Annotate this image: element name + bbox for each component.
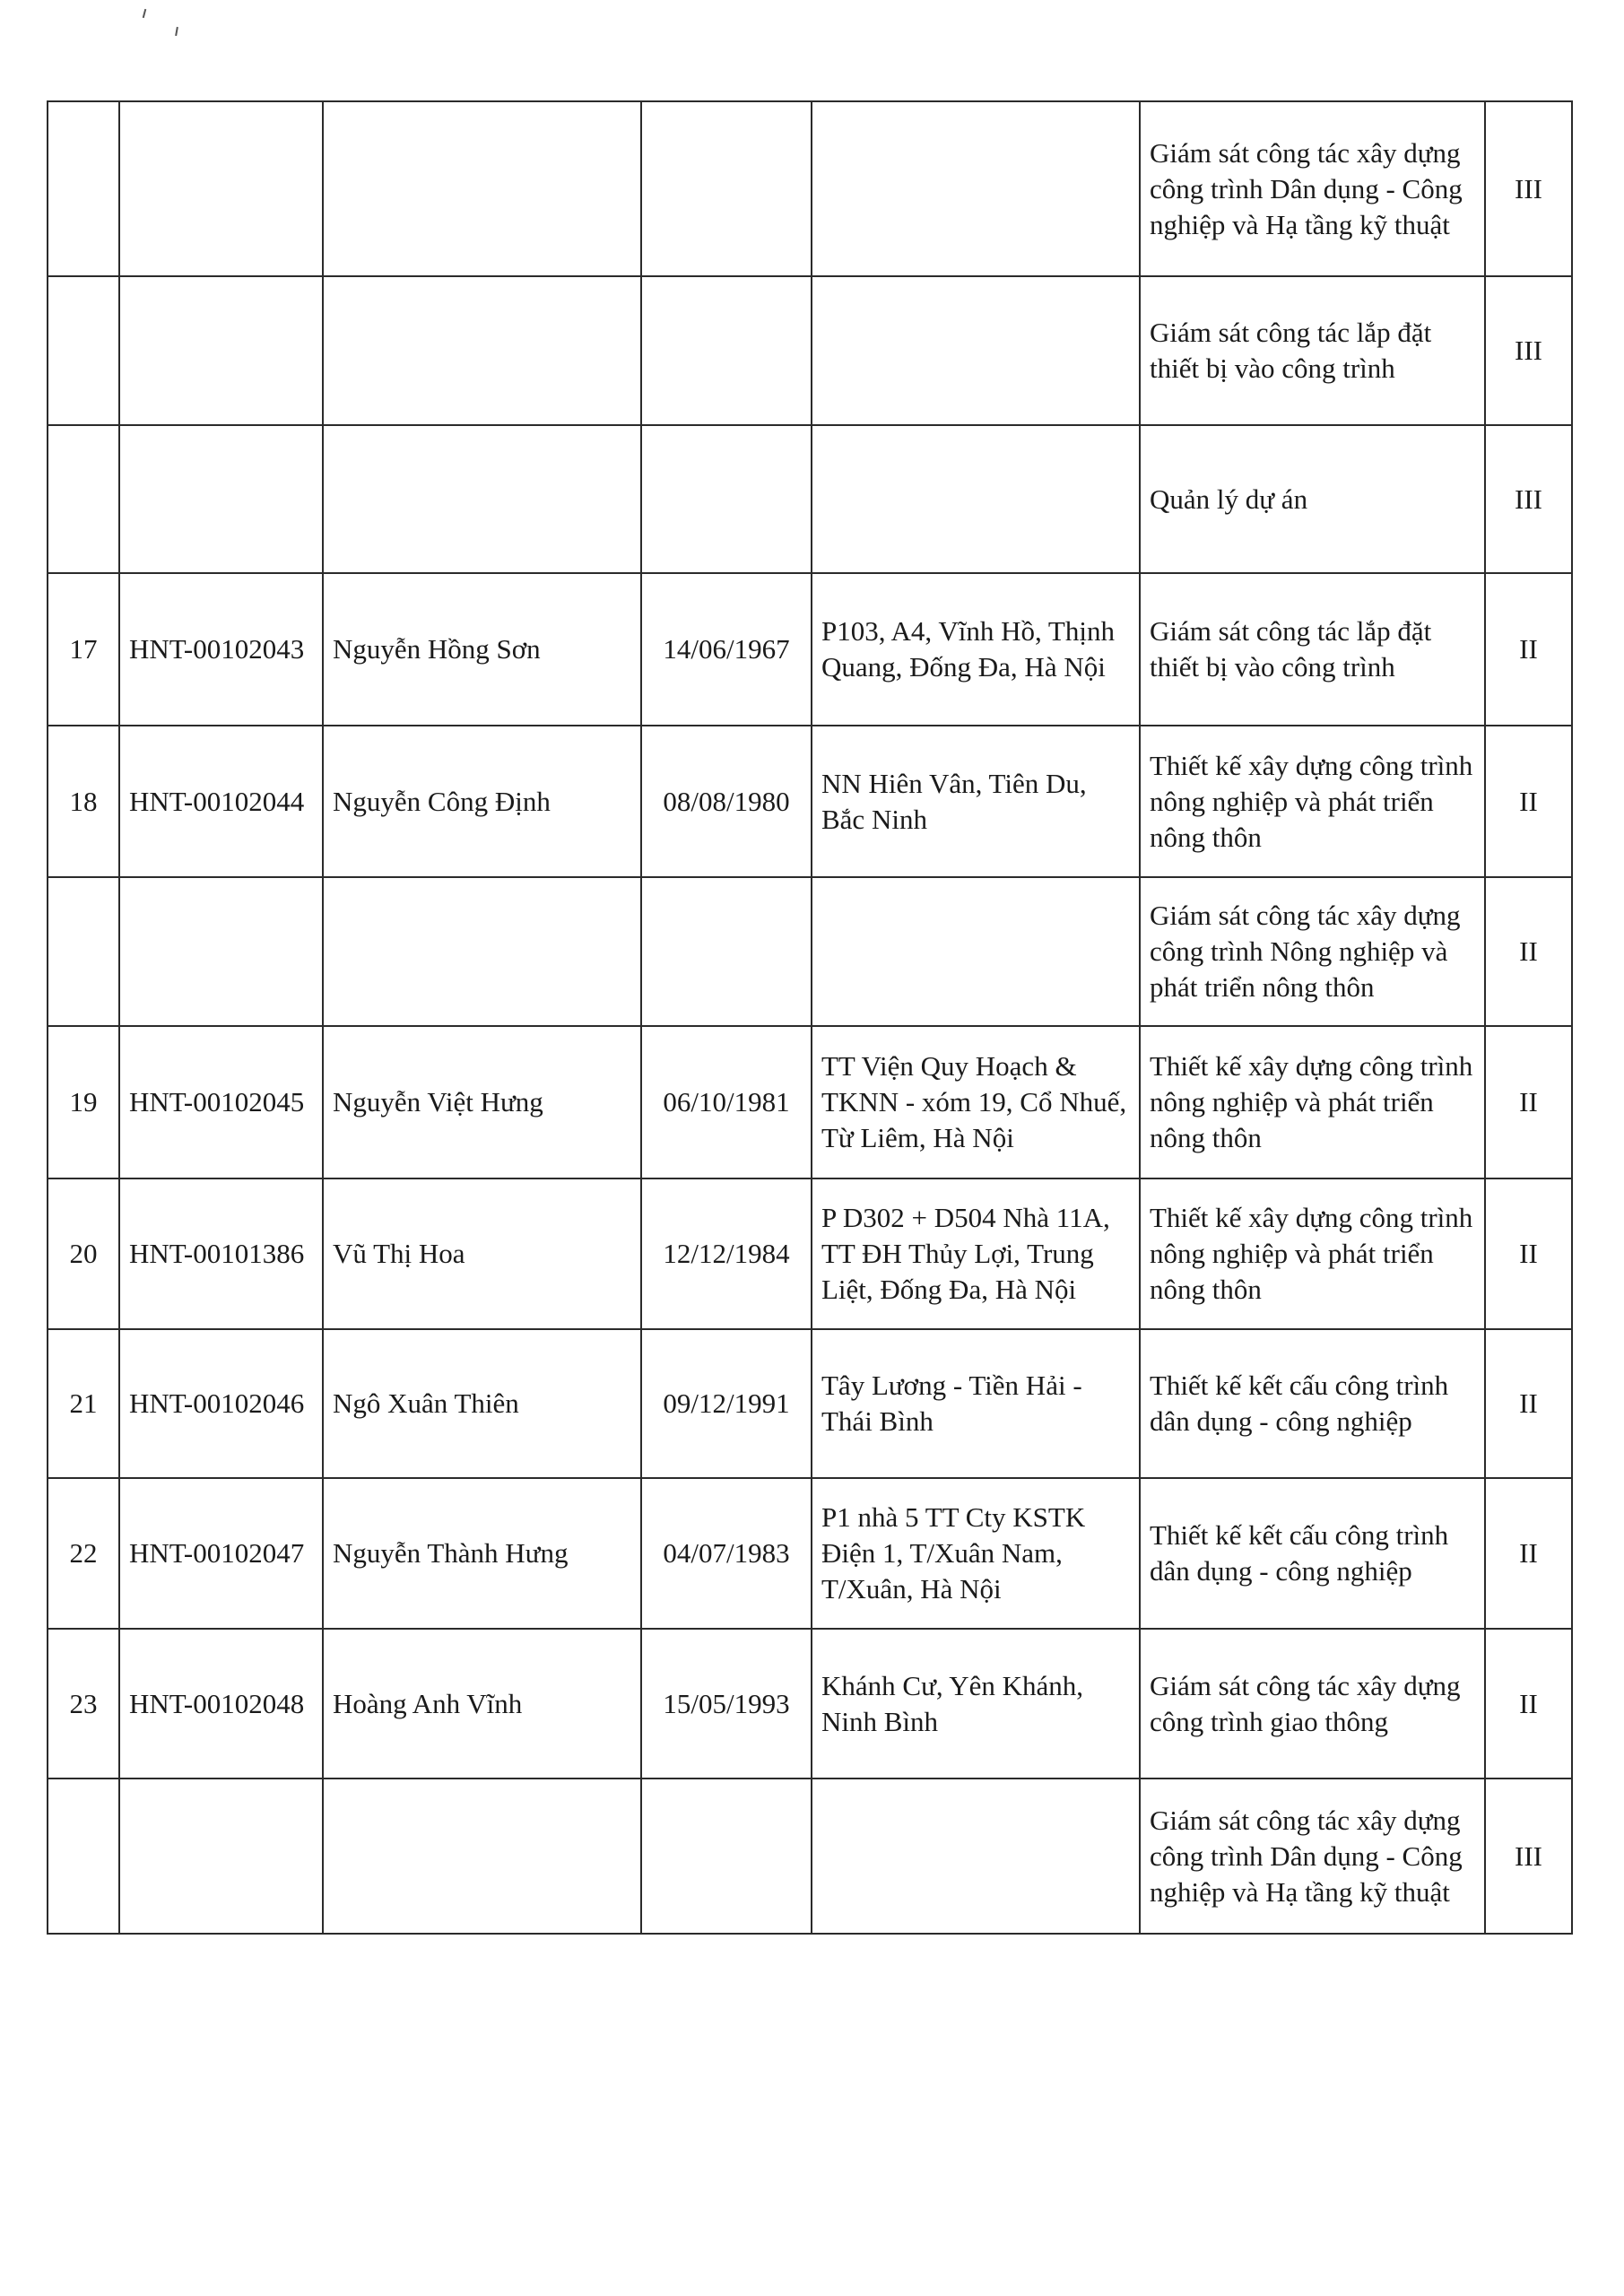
grade-cell: III [1485, 425, 1572, 573]
row-number-cell: 18 [48, 726, 119, 877]
table-row [48, 1026, 1572, 1178]
date-of-birth-cell: 15/05/1993 [641, 1629, 812, 1779]
row-number-cell: 17 [48, 573, 119, 726]
date-of-birth-cell: 14/06/1967 [641, 573, 812, 726]
table-row [48, 1779, 1572, 1934]
grade-cell: II [1485, 1478, 1572, 1629]
person-name-cell: Nguyễn Việt Hưng [323, 1026, 641, 1178]
person-name-cell [323, 425, 641, 573]
practice-field-cell: Quản lý dự án [1140, 425, 1485, 573]
person-name-cell [323, 276, 641, 425]
grade-cell: II [1485, 877, 1572, 1026]
person-name-cell: Ngô Xuân Thiên [323, 1329, 641, 1478]
row-number-cell [48, 276, 119, 425]
grade-cell: II [1485, 573, 1572, 726]
practice-field-cell: Giám sát công tác lắp đặt thiết bị vào công trình [1140, 573, 1485, 726]
table-row [48, 573, 1572, 726]
row-number-cell: 19 [48, 1026, 119, 1178]
address-cell: P103, A4, Vĩnh Hồ, Thịnh Quang, Đống Đa, Hà Nội [812, 573, 1140, 726]
person-name-cell: Nguyễn Thành Hưng [323, 1478, 641, 1629]
row-number-cell: 23 [48, 1629, 119, 1779]
grade-cell: II [1485, 1178, 1572, 1329]
person-name-cell: Nguyễn Hồng Sơn [323, 573, 641, 726]
certificate-code-cell [119, 425, 323, 573]
scan-mark [143, 9, 147, 18]
date-of-birth-cell [641, 877, 812, 1026]
certificate-code-cell [119, 101, 323, 276]
address-cell: Khánh Cư, Yên Khánh, Ninh Bình [812, 1629, 1140, 1779]
grade-cell: II [1485, 726, 1572, 877]
certificate-code-cell [119, 1779, 323, 1934]
practice-field-cell: Thiết kế kết cấu công trình dân dụng - công nghiệp [1140, 1478, 1485, 1629]
registry-table [47, 100, 1573, 1935]
certificate-code-cell: HNT-00102047 [119, 1478, 323, 1629]
row-number-cell [48, 101, 119, 276]
certificate-code-cell: HNT-00102048 [119, 1629, 323, 1779]
row-number-cell [48, 425, 119, 573]
person-name-cell: Vũ Thị Hoa [323, 1178, 641, 1329]
date-of-birth-cell: 09/12/1991 [641, 1329, 812, 1478]
practice-field-cell: Thiết kế xây dựng công trình nông nghiệp và phát triển nông thôn [1140, 1026, 1485, 1178]
person-name-cell [323, 101, 641, 276]
date-of-birth-cell: 12/12/1984 [641, 1178, 812, 1329]
table-row [48, 425, 1572, 573]
person-name-cell [323, 877, 641, 1026]
address-cell: TT Viện Quy Hoạch & TKNN - xóm 19, Cổ Nhuế, Từ Liêm, Hà Nội [812, 1026, 1140, 1178]
table-row [48, 276, 1572, 425]
certificate-code-cell: HNT-00102046 [119, 1329, 323, 1478]
table-row [48, 877, 1572, 1026]
certificate-code-cell [119, 276, 323, 425]
certificate-code-cell [119, 877, 323, 1026]
table-row [48, 1478, 1572, 1629]
table-row [48, 1629, 1572, 1779]
grade-cell: II [1485, 1329, 1572, 1478]
person-name-cell: Nguyễn Công Định [323, 726, 641, 877]
certificate-code-cell: HNT-00101386 [119, 1178, 323, 1329]
row-number-cell: 21 [48, 1329, 119, 1478]
date-of-birth-cell [641, 425, 812, 573]
practice-field-cell: Giám sát công tác xây dựng công trình Dân dụng - Công nghiệp và Hạ tầng kỹ thuật [1140, 101, 1485, 276]
person-name-cell: Hoàng Anh Vĩnh [323, 1629, 641, 1779]
row-number-cell: 22 [48, 1478, 119, 1629]
address-cell: P1 nhà 5 TT Cty KSTK Điện 1, T/Xuân Nam, T/Xuân, Hà Nội [812, 1478, 1140, 1629]
certificate-code-cell: HNT-00102043 [119, 573, 323, 726]
practice-field-cell: Thiết kế xây dựng công trình nông nghiệp và phát triển nông thôn [1140, 1178, 1485, 1329]
certificate-code-cell: HNT-00102045 [119, 1026, 323, 1178]
address-cell: P D302 + D504 Nhà 11A, TT ĐH Thủy Lợi, Trung Liệt, Đống Đa, Hà Nội [812, 1178, 1140, 1329]
date-of-birth-cell: 04/07/1983 [641, 1478, 812, 1629]
scan-mark [175, 27, 178, 36]
practice-field-cell: Giám sát công tác xây dựng công trình giao thông [1140, 1629, 1485, 1779]
row-number-cell [48, 1779, 119, 1934]
table-row [48, 101, 1572, 276]
address-cell [812, 425, 1140, 573]
address-cell [812, 1779, 1140, 1934]
practice-field-cell: Giám sát công tác xây dựng công trình Nông nghiệp và phát triển nông thôn [1140, 877, 1485, 1026]
table-row [48, 1329, 1572, 1478]
row-number-cell: 20 [48, 1178, 119, 1329]
address-cell [812, 276, 1140, 425]
grade-cell: II [1485, 1629, 1572, 1779]
address-cell: Tây Lương - Tiền Hải - Thái Bình [812, 1329, 1140, 1478]
grade-cell: III [1485, 1779, 1572, 1934]
address-cell [812, 101, 1140, 276]
person-name-cell [323, 1779, 641, 1934]
address-cell: NN Hiên Vân, Tiên Du, Bắc Ninh [812, 726, 1140, 877]
grade-cell: III [1485, 276, 1572, 425]
practice-field-cell: Thiết kế xây dựng công trình nông nghiệp và phát triển nông thôn [1140, 726, 1485, 877]
practice-field-cell: Thiết kế kết cấu công trình dân dụng - công nghiệp [1140, 1329, 1485, 1478]
date-of-birth-cell [641, 1779, 812, 1934]
practice-field-cell: Giám sát công tác xây dựng công trình Dân dụng - Công nghiệp và Hạ tầng kỹ thuật [1140, 1779, 1485, 1934]
table-row [48, 726, 1572, 877]
grade-cell: II [1485, 1026, 1572, 1178]
date-of-birth-cell: 08/08/1980 [641, 726, 812, 877]
grade-cell: III [1485, 101, 1572, 276]
date-of-birth-cell: 06/10/1981 [641, 1026, 812, 1178]
date-of-birth-cell [641, 101, 812, 276]
certificate-code-cell: HNT-00102044 [119, 726, 323, 877]
table-body [48, 101, 1572, 1934]
address-cell [812, 877, 1140, 1026]
date-of-birth-cell [641, 276, 812, 425]
practice-field-cell: Giám sát công tác lắp đặt thiết bị vào công trình [1140, 276, 1485, 425]
row-number-cell [48, 877, 119, 1026]
table-row [48, 1178, 1572, 1329]
